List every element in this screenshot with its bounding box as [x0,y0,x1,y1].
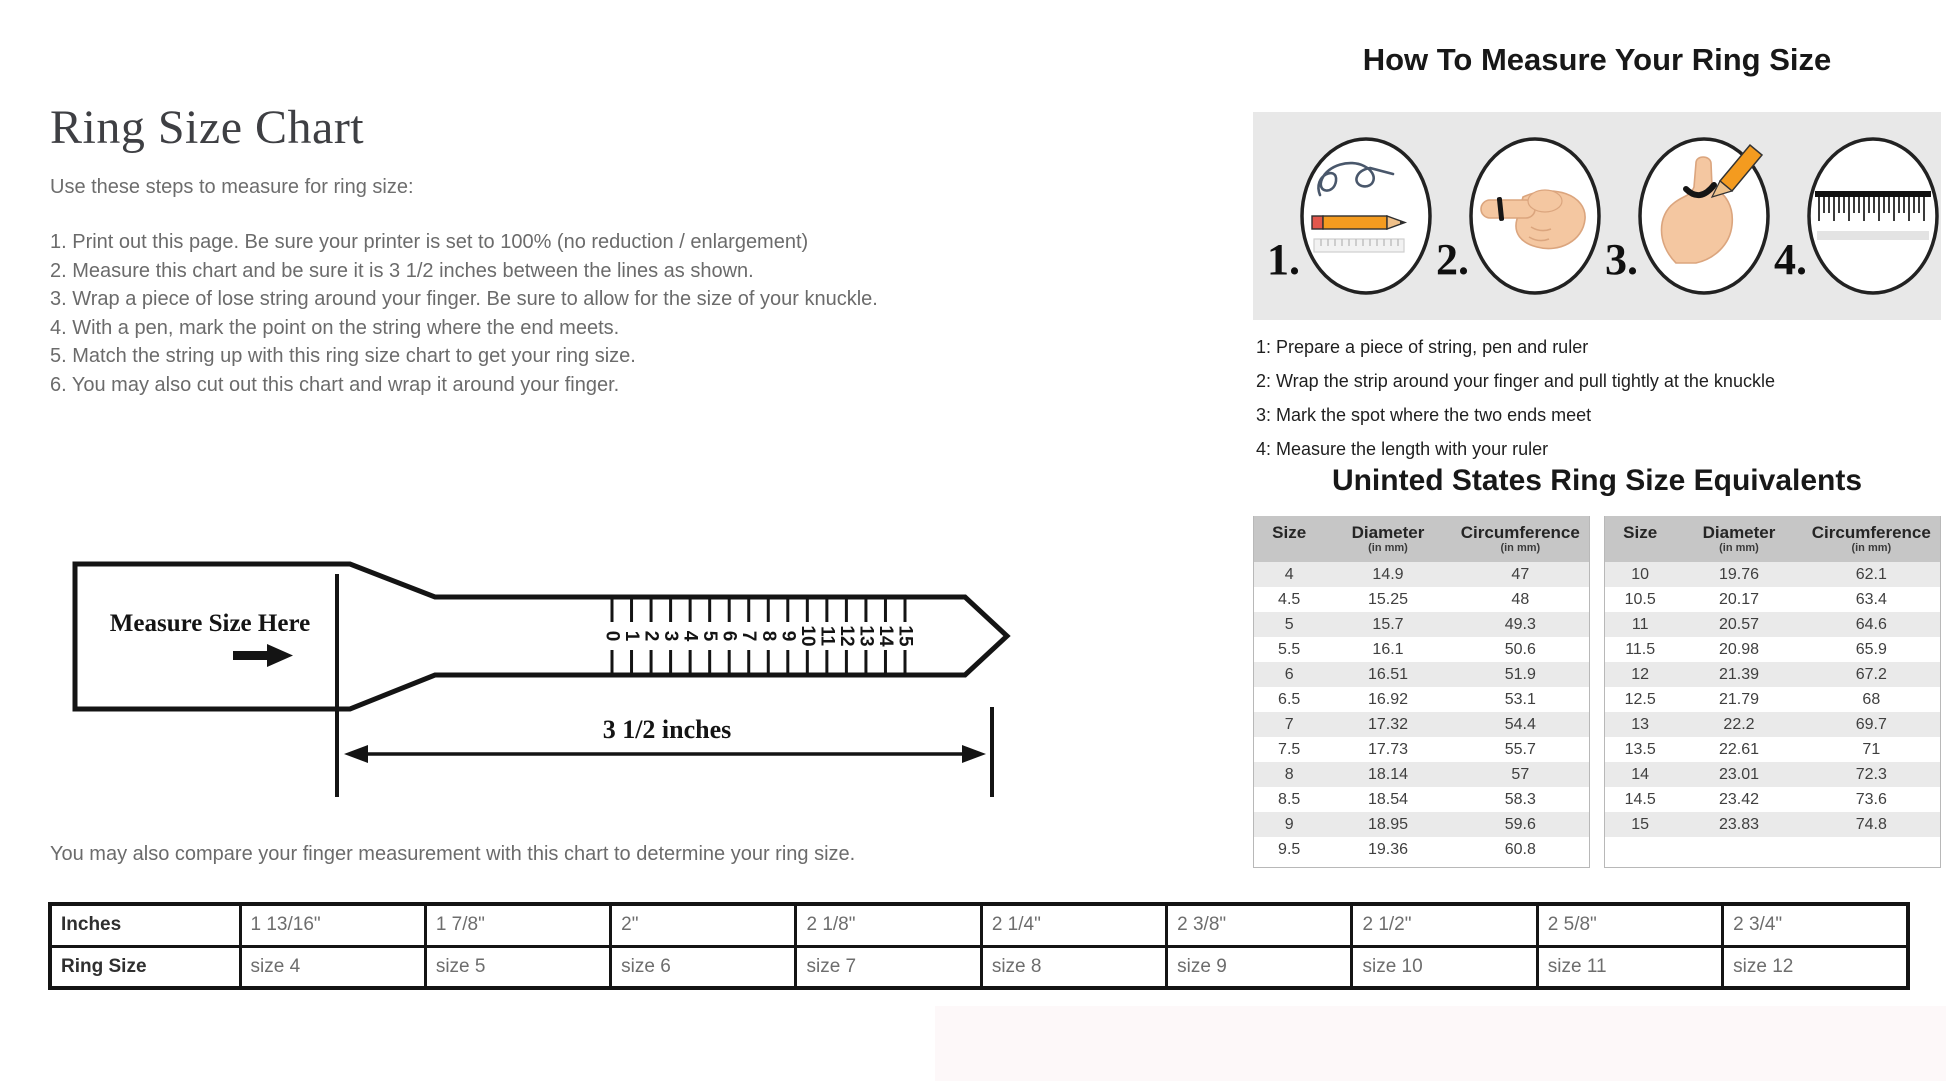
inch-size-cell: size 7 [796,946,981,988]
measure-step: 6. You may also cut out this chart and wrap it around your finger. [50,373,620,396]
measure-step: 1. Print out this page. Be sure your printer is set to 100% (no reduction / enlargement) [50,231,809,253]
size-row [1605,787,1940,812]
tick-label: 5 [699,630,721,642]
inch-size-row [50,904,1908,946]
col-header-diameter: Diameter (in mm) [1324,516,1451,562]
size-row [1605,712,1940,737]
size-cell: 12.5 [1624,691,1656,708]
tick-label: 13 [855,625,877,647]
measure-ruler-icon [1803,131,1943,301]
page-subtitle: Use these steps to measure for ring size: [50,176,414,198]
tick-label: 12 [835,625,857,647]
size-row [1605,637,1940,662]
size-cell: 22.61 [1718,741,1760,758]
size-cell: 47 [1511,566,1530,583]
inch-size-cell: 1 7/8" [425,904,610,946]
size-cell: 14 [1631,766,1650,783]
size-cell: 21.39 [1718,666,1760,683]
measure-step: 5. Match the string up with this ring size chart to get your ring size. [50,345,636,368]
size-row [1254,837,1589,862]
inch-size-cell: size 8 [981,946,1166,988]
row-label: Inches [50,904,240,946]
size-cell: 4.5 [1278,591,1301,608]
size-cell: 58.3 [1504,791,1536,808]
size-cell: 64.6 [1855,616,1887,633]
size-cell: 20.57 [1718,616,1760,633]
inch-size-table [48,902,1910,990]
size-cell: 74.8 [1855,816,1887,833]
size-cell: 68 [1862,691,1881,708]
size-cell: 23.83 [1718,816,1760,833]
inch-size-cell: 2 1/8" [796,904,981,946]
size-cell: 6 [1284,666,1294,683]
size-cell: 51.9 [1504,666,1536,683]
inch-size-cell: 1 13/16" [240,904,425,946]
us-size-table-right-body [1605,562,1940,837]
size-cell: 23.01 [1718,766,1760,783]
size-cell: 8 [1284,766,1294,783]
size-cell: 16.1 [1372,641,1404,658]
size-cell: 69.7 [1855,716,1887,733]
inch-size-row [50,946,1908,988]
row-label: Ring Size [50,946,240,988]
step-number: 3. [1605,235,1638,284]
size-cell: 20.98 [1718,641,1760,658]
inch-size-cell: 2 3/8" [1167,904,1352,946]
size-cell: 60.8 [1504,841,1536,858]
tick-label: 0 [601,630,623,642]
equivalents-title: Uninted States Ring Size Equivalents [1331,464,1863,497]
size-cell: 13.5 [1624,741,1656,758]
inch-size-table-body [50,904,1908,988]
string-pen-ruler-icon [1296,131,1436,301]
tick-label: 10 [796,625,818,647]
inch-size-cell: size 6 [611,946,796,988]
col-header-size: Size [1254,516,1324,562]
size-cell: 11.5 [1625,641,1656,658]
inch-size-cell: size 5 [425,946,610,988]
size-cell: 67.2 [1855,666,1887,683]
how-to-title: How To Measure Your Ring Size [1362,42,1832,77]
us-size-table-left [1254,516,1589,862]
size-cell: 9.5 [1278,841,1301,858]
size-row [1254,762,1589,787]
size-cell: 21.79 [1718,691,1760,708]
size-cell: 16.51 [1367,666,1409,683]
col-header-diameter: Diameter (in mm) [1675,516,1802,562]
measure-step: 4. With a pen, mark the point on the string where the end meets. [50,316,620,339]
size-cell: 15.25 [1367,591,1409,608]
size-row [1605,562,1940,587]
wrap-finger-icon [1465,131,1605,301]
size-cell: 9 [1284,816,1294,833]
dimension-label: 3 1/2 inches [602,715,732,744]
how-item-1 [1267,131,1436,301]
measure-steps [50,228,878,400]
inch-size-cell: 2" [611,904,796,946]
size-row [1605,687,1940,712]
size-row [1605,587,1940,612]
size-cell: 15.7 [1372,616,1404,633]
how-step: 3: Mark the spot where the two ends meet [1256,405,1592,425]
size-cell: 63.4 [1855,591,1887,608]
size-cell: 59.6 [1504,816,1536,833]
compare-note: You may also compare your finger measurement with this chart to determine your ring size. [50,843,856,865]
size-row [1254,787,1589,812]
size-cell: 5.5 [1278,641,1301,658]
size-cell: 16.92 [1367,691,1409,708]
us-size-table-right-box [1604,516,1941,868]
inch-size-cell: size 12 [1723,946,1908,988]
size-cell: 11 [1631,616,1649,633]
size-row [1605,662,1940,687]
size-row [1254,812,1589,837]
tick-label: 3 [660,630,682,642]
size-cell: 14.5 [1624,791,1656,808]
size-cell: 17.73 [1367,741,1409,758]
size-cell: 18.95 [1367,816,1409,833]
size-row [1254,562,1589,587]
page-title: Ring Size Chart [50,101,365,154]
how-steps [1256,330,1775,466]
size-cell: 13 [1631,716,1650,733]
measure-here-label: Measure Size Here [109,610,311,637]
size-cell: 72.3 [1855,766,1887,783]
size-cell: 18.14 [1367,766,1409,783]
size-cell: 7.5 [1278,741,1301,758]
size-cell: 12 [1631,666,1650,683]
size-cell: 7 [1284,716,1294,733]
step-number: 1. [1267,235,1300,284]
size-row [1605,762,1940,787]
size-cell: 10 [1631,566,1650,583]
size-cell: 54.4 [1504,716,1536,733]
size-cell: 62.1 [1855,566,1887,583]
size-cell: 6.5 [1278,691,1301,708]
size-cell: 53.1 [1504,691,1536,708]
col-header-circumference: Circumference (in mm) [1803,516,1940,562]
inch-size-cell: 2 1/2" [1352,904,1537,946]
how-item-3 [1605,131,1774,301]
size-cell: 55.7 [1504,741,1536,758]
size-row [1254,737,1589,762]
size-cell: 71 [1862,741,1881,758]
col-header-size: Size [1605,516,1675,562]
us-size-table-right [1605,516,1940,837]
size-row [1254,612,1589,637]
how-item-4 [1774,131,1943,301]
step-number: 4. [1774,235,1807,284]
size-cell: 8.5 [1278,791,1301,808]
how-to-icons-panel [1253,112,1941,320]
size-cell: 57 [1511,766,1530,783]
tick-label: 14 [874,625,896,647]
size-row [1254,712,1589,737]
step-number: 2. [1436,235,1469,284]
tick-label: 8 [757,630,779,642]
inch-size-cell: 2 3/4" [1723,904,1908,946]
size-cell: 18.54 [1367,791,1409,808]
size-cell: 19.36 [1367,841,1409,858]
how-step: 4: Measure the length with your ruler [1256,439,1549,459]
tick-label: 9 [777,630,799,642]
size-cell: 19.76 [1718,566,1760,583]
us-size-table-left-body [1254,562,1589,862]
equiv-header-row [1605,516,1940,562]
measure-step: 2. Measure this chart and be sure it is 3 1/2 inches between the lines as shown. [50,259,754,282]
ring-sizer-diagram [50,552,1040,812]
size-cell: 4 [1284,566,1294,583]
ruler-diagram-svg [50,552,1040,812]
col-header-circumference: Circumference (in mm) [1452,516,1589,562]
equivalents-tables [1253,516,1941,868]
how-step: 2: Wrap the strip around your finger and pull tightly at the knuckle [1256,371,1775,391]
dimension-arrow [344,745,986,763]
tick-label: 7 [738,630,760,642]
tick-label: 1 [621,630,643,642]
inch-size-cell: 2 5/8" [1537,904,1722,946]
how-step: 1: Prepare a piece of string, pen and ruler [1256,337,1589,357]
size-cell: 23.42 [1718,791,1760,808]
size-row [1605,812,1940,837]
size-row [1254,637,1589,662]
size-row [1254,687,1589,712]
size-cell: 5 [1284,616,1294,633]
size-cell: 17.32 [1367,716,1409,733]
tick-label: 6 [718,630,740,642]
size-row [1605,737,1940,762]
size-row [1605,612,1940,637]
size-cell: 49.3 [1504,616,1536,633]
inch-size-cell: size 10 [1352,946,1537,988]
size-row [1254,662,1589,687]
size-cell: 10.5 [1624,591,1656,608]
inch-size-cell: size 9 [1167,946,1352,988]
inch-size-cell: 2 1/4" [981,904,1166,946]
size-row [1254,587,1589,612]
how-item-2 [1436,131,1605,301]
mark-spot-icon [1634,131,1774,301]
inch-size-cell: size 4 [240,946,425,988]
size-cell: 22.2 [1723,716,1755,733]
tick-label: 15 [894,625,916,647]
us-size-table-left-box [1253,516,1590,868]
measure-step: 3. Wrap a piece of lose string around your finger. Be sure to allow for the size of your knuckle. [50,288,878,311]
tick-label: 11 [816,625,838,647]
size-cell: 65.9 [1855,641,1887,658]
equiv-header-row [1254,516,1589,562]
size-cell: 50.6 [1504,641,1536,658]
size-cell: 14.9 [1372,566,1404,583]
size-cell: 73.6 [1855,791,1887,808]
background-tint [935,1006,1946,1081]
inch-size-cell: size 11 [1537,946,1722,988]
tick-label: 4 [679,630,701,642]
size-cell: 20.17 [1718,591,1760,608]
size-cell: 48 [1511,591,1530,608]
size-cell: 15 [1631,816,1650,833]
tick-label: 2 [640,630,662,642]
